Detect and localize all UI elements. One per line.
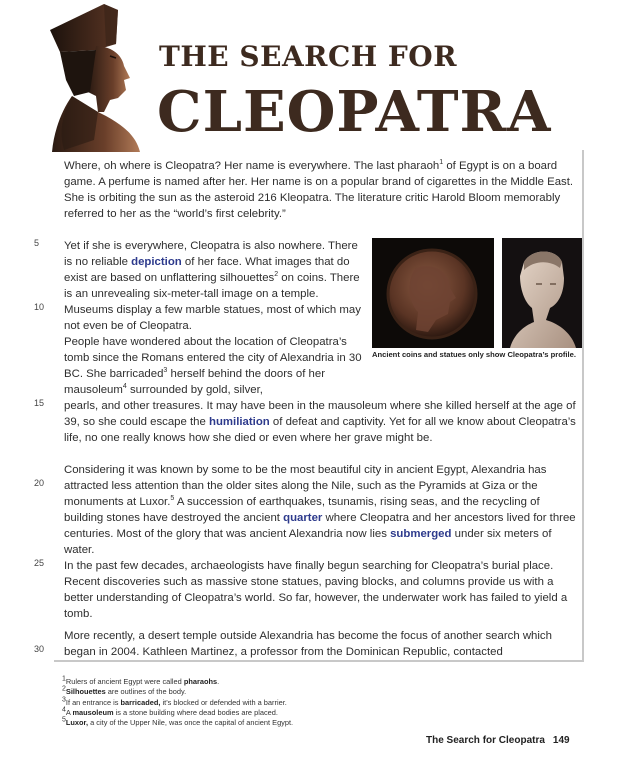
photo-caption: Ancient coins and statues only show Cleopatra’s profile. [372,350,576,359]
page-footer [426,735,570,746]
paragraph-4: Considering it was known by some to be the most beautiful city in ancient Egypt, Alexandria has attracted less attention than the older sites along the Nile, such as the Pyramids at Giza or the monuments at Luxor.$^5$ A succession of earthquakes, tsunamis, rising seas, and the recycling of building stones have destroyed the ancient quarter where Cleopatra and her ancestors lived for three centuries. Most of the glory that was ancient Alexandria now lies submerged under six meters of water. [64,464,576,556]
vocab-word: submerged [390,528,452,540]
footnote: 1Rulers of ancient Egypt were called pharaohs. [62,675,220,686]
line-number: 20 [34,478,45,488]
line-number: 15 [34,398,45,408]
paragraph-5: In the past few decades, archaeologists have finally begun searching for Cleopatra’s burial place. Recent discoveries such as massive stone statues, paving blocks, and columns provide us with a better understanding of Cleopatra’s world. So far, however, the underwater work has failed to yield a tomb. [64,560,568,620]
cleopatra-bust-illustration [44,0,144,152]
footnotes [62,677,293,728]
line-number: 5 [34,238,40,248]
title-line-1: THE SEARCH FOR [159,40,457,73]
footnote: 4A mausoleum is a stone building where dead bodies are placed. [62,706,278,717]
running-title: The Search for Cleopatra [426,735,545,746]
page-number: 149 [552,735,570,746]
vocab-word: depiction [131,256,182,268]
footnote: 2Silhouettes are outlines of the body. [62,685,187,697]
paragraph-2: Yet if she is everywhere, Cleopatra is also nowhere. There is no reliable depiction of her face. What images that do exist are based on unflattering silhouettes$^2$ on coins. There is an unrevealing six-meter-tall image on a temple. Museums display a few marble statues, most of which may not even be of Cleopatra. [64,240,361,332]
title-line-2: CLEOPATRA [157,79,552,145]
footnote: 3If an entrance is barricaded, it’s blocked or defended with a barrier. [62,696,287,707]
line-number: 25 [34,558,45,568]
statue-photo [502,238,582,348]
footnote: 5Luxor, a city of the Upper Nile, was once the capital of ancient Egypt. [62,716,294,728]
vocab-word: humiliation [209,416,270,428]
paragraph-6: More recently, a desert temple outside Alexandria has become the focus of another search which began in 2004. Kathleen Martinez, a professor from the Dominican Republic, contacted [64,630,552,658]
paragraph-1: Where, oh where is Cleopatra? Her name is everywhere. The last pharaoh$^1$ of Egypt is on a board game. A perfume is named after her. Her name is on a popular brand of cigarettes in the Middle East. She is orbiting the sun as the asteroid 216 Kleopatra. The literature critic Harold Bloom memorably referred to her as the “world’s first celebrity.” [64,159,574,220]
vocab-word: quarter [283,512,323,524]
line-number: 10 [34,302,45,312]
coin-photo [372,238,494,348]
line-number: 30 [34,644,45,654]
paragraph-3: People have wondered about the location of Cleopatra’s tomb since the Romans entered the city of Alexandria in 30 BC. She barricaded$^3$ herself behind the doors of her mausoleum$^4$ surrounded by gold, silver, [64,336,362,396]
paragraph-3-continued: pearls, and other treasures. It may have been in the mausoleum where she killed herself at the age of 39, so she could escape the humiliation of defeat and captivity. Yet for all we know about Cleopatra’s life, no one really knows how she died or even where her grave might be. [64,400,576,444]
